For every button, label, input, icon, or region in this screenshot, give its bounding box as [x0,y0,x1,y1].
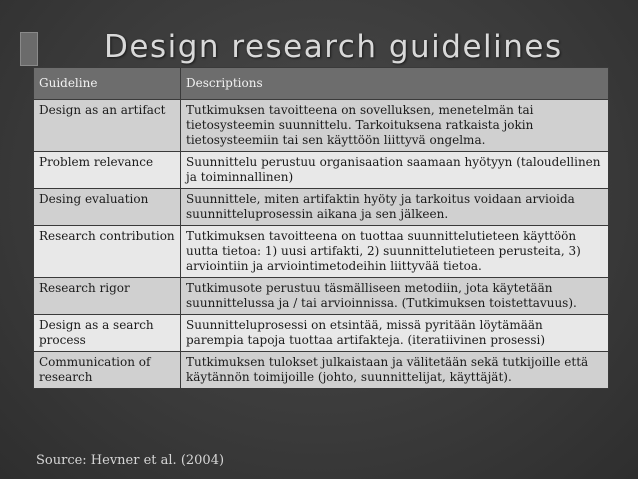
guideline-cell: Design as a search process [34,315,181,352]
guideline-cell: Communication of research [34,352,181,389]
header-guideline: Guideline [34,68,181,100]
table-row [34,152,609,189]
description-cell: Tutkimuksen tulokset julkaistaan ja välitetään sekä tutkijoille että käytännön toimijoille (johto, suunnittelijat, käyttäjät). [181,352,609,389]
guideline-cell: Desing evaluation [34,189,181,226]
table-row [34,100,609,152]
table-row [34,315,609,352]
table-row [34,278,609,315]
table-header-row [34,68,609,100]
guideline-cell: Research contribution [34,226,181,278]
slide-title: Design research guidelines [104,29,563,65]
table-row [34,352,609,389]
guideline-cell: Research rigor [34,278,181,315]
description-cell: Suunnittelu perustuu organisaation saamaan hyötyyn (taloudellinen ja toiminnallinen) [181,152,609,189]
guideline-cell: Design as an artifact [34,100,181,152]
table-row [34,189,609,226]
description-cell: Tutkimuksen tavoitteena on sovelluksen, menetelmän tai tietosysteemin suunnittelu. Tarkoituksena ratkaista jokin tietosysteemiin tai sen käyttöön liittyvä ongelma. [181,100,609,152]
guideline-cell: Problem relevance [34,152,181,189]
table-row [34,226,609,278]
guidelines-table [33,67,609,389]
description-cell: Tutkimusote perustuu täsmälliseen metodiin, jota käytetään suunnittelussa ja / tai arvioinnissa. (Tutkimuksen toistettavuus). [181,278,609,315]
description-cell: Tutkimuksen tavoitteena on tuottaa suunnittelutieteen käyttöön uutta tietoa: 1) uusi artifakti, 2) suunnittelutieteen perusteita, 3) arviointiin ja arviointimetodeihin liittyvää tietoa. [181,226,609,278]
description-cell: Suunnitteluprosessi on etsintää, missä pyritään löytämään parempia tapoja tuottaa artifakteja. (iteratiivinen prosessi) [181,315,609,352]
source-citation: Source: Hevner et al. (2004) [36,453,225,468]
header-descriptions: Descriptions [181,68,609,100]
description-cell: Suunnittele, miten artifaktin hyöty ja tarkoitus voidaan arvioida suunnitteluprosessin aikana ja sen jälkeen. [181,189,609,226]
title-accent-bar [20,32,38,66]
